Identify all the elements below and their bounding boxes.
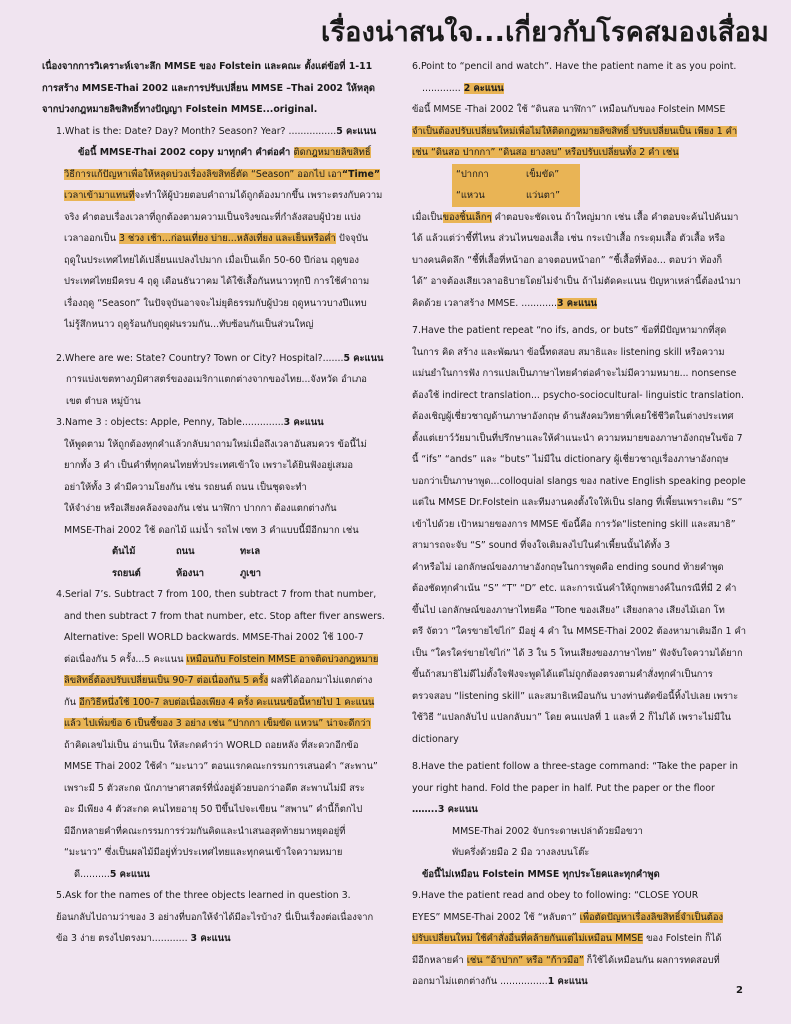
q2-score: 5 คะแนน — [343, 352, 384, 364]
text-line: 8.Have the patient follow a three-stage command: “Take the paper in — [412, 761, 738, 772]
right-column — [412, 56, 762, 993]
text-line — [64, 185, 392, 207]
text-line: ขึ้นถ้าสมาธิไม่ดีไม่ตั้งใจฟังจะพูดได้แต่ไม่ถูกต้องตรงตามคำสั่งทุกคำเป็นการ — [412, 669, 713, 680]
text-line: ถ้าคิดเลขไม่เป็น อ่านเป็น ให้สะกดคำว่า WORLD ถอยหลัง ที่สะดวกอีกข้อ — [64, 739, 359, 751]
text-line: เป็น “ใครใคร่ขายไข่ไก่” ได้ 3 ใน 5 โทนเสียงของภาษาไทย” ฟังจับใจความได้ยาก — [412, 647, 743, 659]
text-line: เพราะมี 5 ตัวสะกด นักภาษาศาสตร์ที่นั่งอยู่ด้วยบอกว่าอดีต สะพานไม่มี สระ — [64, 782, 365, 794]
q4-text: ดี.......... — [74, 868, 110, 880]
question-1 — [42, 121, 392, 143]
text-line: ได้” อาจต้องเสียเวลาอธิบายโดยไม่จำเป็น ถ้าไม่ตัดคะแนน ปัญหาเหล่านี้ต้องนำมา — [412, 276, 741, 287]
q9-text: ก็ใช้ได้เหมือนกัน ผลการทดสอบที่ — [583, 954, 720, 966]
text-line: ตั้งแต่เยาว์วัยมาเป็นที่ปรึกษาและให้คำแนะนำ ความหมายของภาษาอังกฤษในข้อ 7 — [412, 432, 743, 444]
text-line: การแบ่งเขตทางภูมิศาสตร์ของอเมริกาแตกต่างจากของไทย...จังหวัด อำเภอ — [66, 374, 367, 385]
text-line — [64, 864, 392, 886]
text-line — [412, 207, 762, 229]
question-4-body — [56, 606, 392, 886]
q4-text: ต่อเนื่องกัน 5 ครั้ง...5 คะแนน — [64, 653, 187, 665]
highlight: ติดกฎหมายลิขสิทธิ์ — [293, 147, 371, 158]
text-line: แม่นยำในการฟัง การแปลเป็นภาษาไทยคำต่อคำจะไม่มีความหมาย... nonsense — [412, 368, 737, 379]
highlight: วิธีการแก้ปัญหาเพื่อให้หลุดบ่วงเรื่องลิขสิทธิ์ตัด “Season” ออกไป เอา — [64, 168, 342, 180]
pair-b: แว่นตา” — [526, 190, 560, 201]
text-line: คำหรือไม่ เอกลักษณ์ของภาษาอังกฤษในการพูดคือ ending sound ท้ายคำพูด — [412, 561, 724, 573]
word-pair — [412, 164, 762, 186]
word: ถนน — [176, 546, 195, 557]
q1-text: ปัจจุบัน — [335, 233, 369, 244]
text-line: ย้อนกลับไปถามว่าของ 3 อย่างที่บอกให้จำได้มีอะไรบ้าง? นี่เป็นเรื่องต่อเนื่องจาก — [56, 911, 374, 923]
word: ทะเล — [240, 546, 261, 557]
question-8 — [412, 756, 762, 885]
text-line — [412, 907, 762, 929]
highlight: แล้ว ไปเพิ่มข้อ 6 เป็นชี้ของ 3 อย่าง เช่น “ปากกา เข็มขัด แหวน” น่าจะดีกว่า — [64, 718, 371, 729]
highlight: อีกวิธีหนึ่งใช้ 100-7 ลบต่อเนื่องเพียง 4 ครั้ง คะแนนข้อนี้หายไป 1 คะแนน — [79, 696, 375, 708]
text-line: สามารถจะจับ “S” sound ที่จงใจเติมลงไปในคำเพี้ยนนั้นได้ทั้ง 3 — [412, 540, 671, 551]
text-line: 4.Serial 7’s. Subtract 7 from 100, then subtract 7 from that number, — [56, 589, 377, 600]
highlight: เพื่อตัดปัญหาเรื่องลิขสิทธิ์จำเป็นต้อง — [579, 911, 724, 923]
text-line: ตรวจสอบ “listening skill” และสมาธิเหมือนกัน บางท่านตัดข้อนี้ทิ้งไปเลย เพราะ — [412, 690, 739, 702]
q6-score: 2 คะแนน — [463, 82, 504, 94]
pair-b: เข็มขัด” — [526, 168, 560, 180]
text-line: ได้ แล้วแต่ว่าชี้ที่ไหน ส่วนไหนของเสื้อ เช่น กระเป๋าเสื้อ กระดุมเสื้อ ตัวเสื้อ หรือ — [412, 233, 726, 244]
highlight: จำเป็นต้องปรับเปลี่ยนใหม่เพื่อไม่ให้ติดกฎหมายลิขสิทธิ์ ปรับเปลี่ยนเป็น เพียง 1 คำ — [412, 125, 738, 137]
page-title: เรื่องน่าสนใจ...เกี่ยวกับโรคสมองเสื่อม — [321, 17, 769, 48]
q6-text: เมื่อเป็น — [412, 211, 443, 223]
text-line — [412, 142, 762, 164]
q9-text: ออกมาไม่แตกต่างกัน ................ — [412, 976, 548, 987]
text-line: อะ มีเพียง 4 ตัวสะกด คนไทยอายุ 50 ปีขึ้นไปจะเขียน “สพาน” คำนี้ก็ตกไป — [64, 804, 363, 815]
text-line: เข้าไปด้วย เป้าหมายของการ MMSE ข้อนี้คือ การวัด“listening skill และสมาธิ” — [412, 518, 736, 530]
word: ภูเขา — [240, 567, 262, 579]
text-line: ให้จำง่าย หรือเสียงคล้องจองกัน เช่น นาฬิกา ปากกา ต้องแตกต่างกัน — [64, 503, 337, 514]
word: รถยนต์ — [112, 567, 141, 579]
text-line: “มะนาว” ซึ่งเป็นผลไม้มีอยู่ทั่วประเทศไทยและทุกคนเข้าใจความหมาย — [64, 847, 343, 858]
highlight: “Time” — [341, 168, 380, 180]
question-heading — [56, 412, 392, 434]
question-1-body — [42, 142, 392, 336]
text-line — [64, 228, 392, 250]
text-line — [64, 692, 392, 714]
text-line: ไม่รู้สึกหนาว ฤดูร้อนกับฤดูฝนรวมกัน...ทับซ้อนกันเป็นส่วนใหญ่ — [64, 319, 314, 330]
q9-text: ของ Folstein ก็ได้ — [643, 933, 722, 944]
text-line: and then subtract 7 from that number, etc. Stop after fiver answers. — [64, 610, 385, 622]
text-line: ต้องชัดทุกคำเน้น “S” “T” “D” etc. และการเน้นคำให้ถูกพยางค์ในกรณีที่มี 2 คำ — [412, 583, 737, 594]
q4-text: ผลที่ได้ออกมาไม่แตกต่าง — [268, 675, 373, 686]
text-line — [64, 670, 392, 692]
text-line — [412, 799, 762, 821]
text-line — [64, 649, 392, 671]
intro-line: การสร้าง MMSE-Thai 2002 และการปรับเปลี่ยน MMSE –Thai 2002 ให้หลุด — [42, 82, 375, 94]
q9-text: มีอีกหลายคำ — [412, 954, 467, 966]
text-line: อย่าให้ทั้ง 3 คำมีความโยงกัน เช่น รถยนต์ ถนน เป็นชุดจะทำ — [64, 481, 307, 493]
text-line: Alternative: Spell WORLD backwards. MMSE-Thai 2002 ใช้ 100-7 — [64, 632, 364, 643]
q1-text: เวลาออกเป็น — [64, 233, 119, 244]
highlight: ลิขสิทธิ์ต้องปรับเปลี่ยนเป็น 90-7 ต่อเนื่องกัน 5 ครั้ง — [64, 675, 269, 686]
text-line: 7.Have the patient repeat “no ifs, ands, or buts” ข้อที่มีปัญหามากที่สุด — [412, 325, 727, 336]
q1-text: จะทำให้ผู้ป่วยตอบคำถามได้ถูกต้องมากขึ้น เพราะตรงกับความ — [134, 190, 383, 201]
q3-score: 3 คะแนน — [283, 417, 324, 428]
question-9 — [412, 885, 762, 993]
text-line — [412, 293, 762, 315]
text-line: ข้อนี้ MMSE -Thai 2002 ใช้ “ดินสอ นาฬิกา” เหมือนกับของ Folstein MMSE — [412, 104, 726, 115]
text-line: ต้องใช้ indirect translation... psycho-sociocultural- linguistic translation. — [412, 389, 744, 401]
text-line: ในการ คิด สร้าง และพัฒนา ข้อนี้ทดสอบ สมาธิและ listening skill หรือความ — [412, 346, 725, 358]
q5-score: 3 คะแนน — [190, 933, 231, 944]
highlight: เช่น “อ้าปาก” หรือ “ก้าวมือ” — [466, 954, 584, 966]
word-row — [56, 541, 392, 563]
text-line: เขต ตำบล หมู่บ้าน — [66, 395, 141, 407]
question-heading — [56, 348, 392, 370]
question-2 — [42, 348, 392, 413]
left-column — [42, 56, 392, 950]
highlight: เช่น “ดินสอ ปากกา” “ดินสอ ยางลบ” หรือปรับเปลี่ยนทั้ง 2 คำ เช่น — [412, 147, 679, 158]
page-number: 2 — [736, 985, 743, 996]
word-row — [56, 563, 392, 585]
q4-text: กัน — [64, 696, 80, 708]
question-3-body — [56, 434, 392, 542]
text-line: dictionary — [412, 733, 459, 745]
text-line: นี้ “ifs” “ands” และ “buts” ไม่มีใน dictionary ผู้เชี่ยวชาญเรื่องภาษาอังกฤษ — [412, 454, 729, 465]
question-6 — [412, 56, 762, 314]
q8-score: 3 คะแนน — [437, 804, 478, 815]
text-line — [412, 121, 762, 143]
text-line — [64, 164, 392, 186]
q1-score: 5 คะแนน — [336, 125, 377, 137]
text-line: ต้องเชิญผู้เชี่ยวชาญด้านภาษาอังกฤษ ด้านสังคมวิทยาที่เคยใช้ชีวิตในต่างประเทศ — [412, 411, 734, 422]
text-line: บอกว่าเป็นภาษาพูด...colloquial slangs ของ native English speaking people — [412, 475, 746, 487]
highlight: ของชิ้นเล็กๆ — [442, 211, 492, 223]
q1-text: ข้อนี้ MMSE-Thai 2002 copy มาทุกคำ คำต่อคำ — [78, 147, 294, 158]
highlight: เหมือนกับ Folstein MMSE อาจติดบ่วงกฎหมาย — [186, 653, 379, 665]
question-4 — [42, 584, 392, 885]
text-line: ตรี จัตวา “ใครขายไข่ไก่” มีอยู่ 4 คำ ใน MMSE-Thai 2002 ต้องหามาเติมอีก 1 คำ — [412, 626, 746, 637]
intro-paragraph — [42, 56, 392, 121]
text-line: ฤดูในประเทศไทยได้เปลี่ยนแปลงไปมาก เมื่อเป็นเด็ก 50-60 ปีก่อน ฤดูของ — [64, 254, 359, 266]
text-line — [64, 142, 392, 164]
question-5 — [42, 885, 392, 950]
highlight: 3 ช่วง เช้า...ก่อนเที่ยง บ่าย...หลังเที่ยง และเย็นหรือค่ำ — [118, 233, 336, 244]
text-line: ขึ้นไป เอกลักษณ์ของภาษาไทยคือ “Tone ของเสียง” เสียงกลาง เสียงไม้เอก โท — [412, 604, 725, 616]
text-line: MMSE Thai 2002 ใช้คำ “มะนาว” ตอนแรกคณะกรรมการเสนอคำ “สะพาน” — [64, 761, 378, 772]
q6-text: ............. — [422, 82, 464, 94]
text-line — [64, 713, 392, 735]
text-line: ข้อนี้ไม่เหมือน Folstein MMSE ทุกประโยคและทุกคำพูด — [422, 868, 660, 880]
question-2-body — [56, 369, 392, 412]
text-line — [412, 928, 762, 950]
q6-text: คำตอบจะชัดเจน ถ้าใหญ่มาก เช่น เสื้อ คำตอบจะค้นไปค้นมา — [491, 211, 739, 223]
text-line: ใช้วิธี “แปลกลับไป แปลกลับมา” โดย คนแปลที่ 1 และที่ 2 ก็ไม่ได้ เพราะไม่มีใน — [412, 712, 732, 723]
text-line: มีอีกหลายคำที่คณะกรรมการร่วมกันคิดและนำเสนอสุดท้ายมาหยุดอยู่ที่ — [64, 825, 346, 837]
pair-a: “แหวน — [456, 190, 485, 201]
word-pair — [412, 185, 762, 207]
text-line: บางคนคิดลึก “ชี้ที่เสื้อที่หน้าอก อาจตอบหน้าอก” “ชี้เสื้อที่ท้อง... ตอบว่า ท้องก็ — [412, 254, 723, 266]
q2-heading-text: 2.Where are we: State? Country? Town or City? Hospital?....... — [56, 352, 344, 364]
q8-text: …….. — [412, 804, 438, 815]
intro-line: จากบ่วงกฎหมายลิขสิทธิ์ทางปัญญา Folstein MMSE...original. — [42, 104, 318, 115]
text-line: เรื่องฤดู “Season” ในปัจจุบันอาจจะไม่ยุติธรรมกับผู้ป่วย ฤดูหนาวบางปีแทบ — [64, 297, 367, 309]
q1-heading-text: 1.What is the: Date? Day? Month? Season? Year? ................ — [56, 125, 337, 137]
text-line: แต่ใน MMSE Dr.Folstein และทีมงานคงตั้งใจให้เป็น slang ที่เพี้ยนเพราะเติม “S” — [412, 497, 743, 508]
q6-score: 3 คะแนน — [557, 297, 597, 309]
q4-score: 5 คะแนน — [109, 868, 150, 880]
text-line: จริง คำตอบเรื่องเวลาที่ถูกต้องตามความเป็นจริงขณะที่กำลังสอบผู้ป่วย แบ่ง — [64, 211, 361, 223]
question-heading — [56, 121, 392, 143]
text-line: 6.Point to “pencil and watch”. Have the patient name it as you point. — [412, 61, 737, 72]
text-line: ยากทั้ง 3 คำ เป็นคำที่ทุกคนไทยทั่วประเทศเข้าใจ เพราะได้ยินฟังอยู่เสมอ — [64, 460, 354, 471]
q5-text: ข้อ 3 ง่าย ตรงไปตรงมา............ — [56, 933, 191, 944]
q6-text: คิดด้วย เวลาสร้าง MMSE. ............ — [412, 297, 558, 309]
spacer — [42, 336, 392, 348]
text-line: ประเทศไทยมีครบ 4 ฤดู เดือนธันวาคม ได้ใช้เสื้อกันหนาวทุกปี การใช้คำถาม — [64, 276, 370, 287]
text-line: your right hand. Fold the paper in half. Put the paper or the floor — [412, 782, 715, 794]
text-line: 5.Ask for the names of the three objects learned in question 3. — [56, 890, 351, 901]
text-line: ให้พูดตาม ให้ถูกต้องทุกคำแล้วกลับมาถามใหม่เมื่อถึงเวลาอันสมควร ข้อนี้ไม่ — [64, 438, 367, 450]
highlight: ปรับเปลี่ยนใหม่ ใช้คำสั่งอื่นที่คล้ายกันแต่ไม่เหมือน MMSE — [412, 933, 644, 944]
text-line: MMSE-Thai 2002 ใช้ ดอกไม้ แม่น้ำ รถไฟ เซท 3 คำแบบนี้มีอีกมาก เช่น — [64, 524, 359, 536]
pair-word — [452, 185, 580, 207]
text-line — [412, 78, 762, 100]
text-line — [412, 971, 762, 993]
intro-line: เนื่องจากการวิเคราะห์เจาะลึก MMSE ของ Folstein และคณะ ตั้งแต่ข้อที่ 1-11 — [42, 61, 373, 72]
word: ต้นไม้ — [112, 546, 136, 557]
question-7 — [412, 320, 762, 750]
text-line: พับครึ่งด้วยมือ 2 มือ วางลงบนโต๊ะ — [452, 847, 590, 858]
word: ห้องนา — [176, 567, 205, 579]
text-line — [56, 928, 392, 950]
q9-text: EYES” MMSE-Thai 2002 ใช้ “หลับตา” — [412, 911, 580, 923]
question-3 — [42, 412, 392, 584]
text-line: 9.Have the patient read and obey to following: “CLOSE YOUR — [412, 890, 699, 901]
pair-word — [452, 164, 580, 186]
highlight: เวลาเข้ามาแทนที่ — [64, 190, 135, 201]
text-line — [412, 950, 762, 972]
q9-score: 1 คะแนน — [547, 976, 588, 987]
pair-a: “ปากกา — [456, 168, 489, 180]
q3-heading-text: 3.Name 3 : objects: Apple, Penny, Table.............. — [56, 417, 284, 428]
text-line: MMSE-Thai 2002 จับกระดาษเปล่าด้วยมือขวา — [452, 825, 643, 837]
